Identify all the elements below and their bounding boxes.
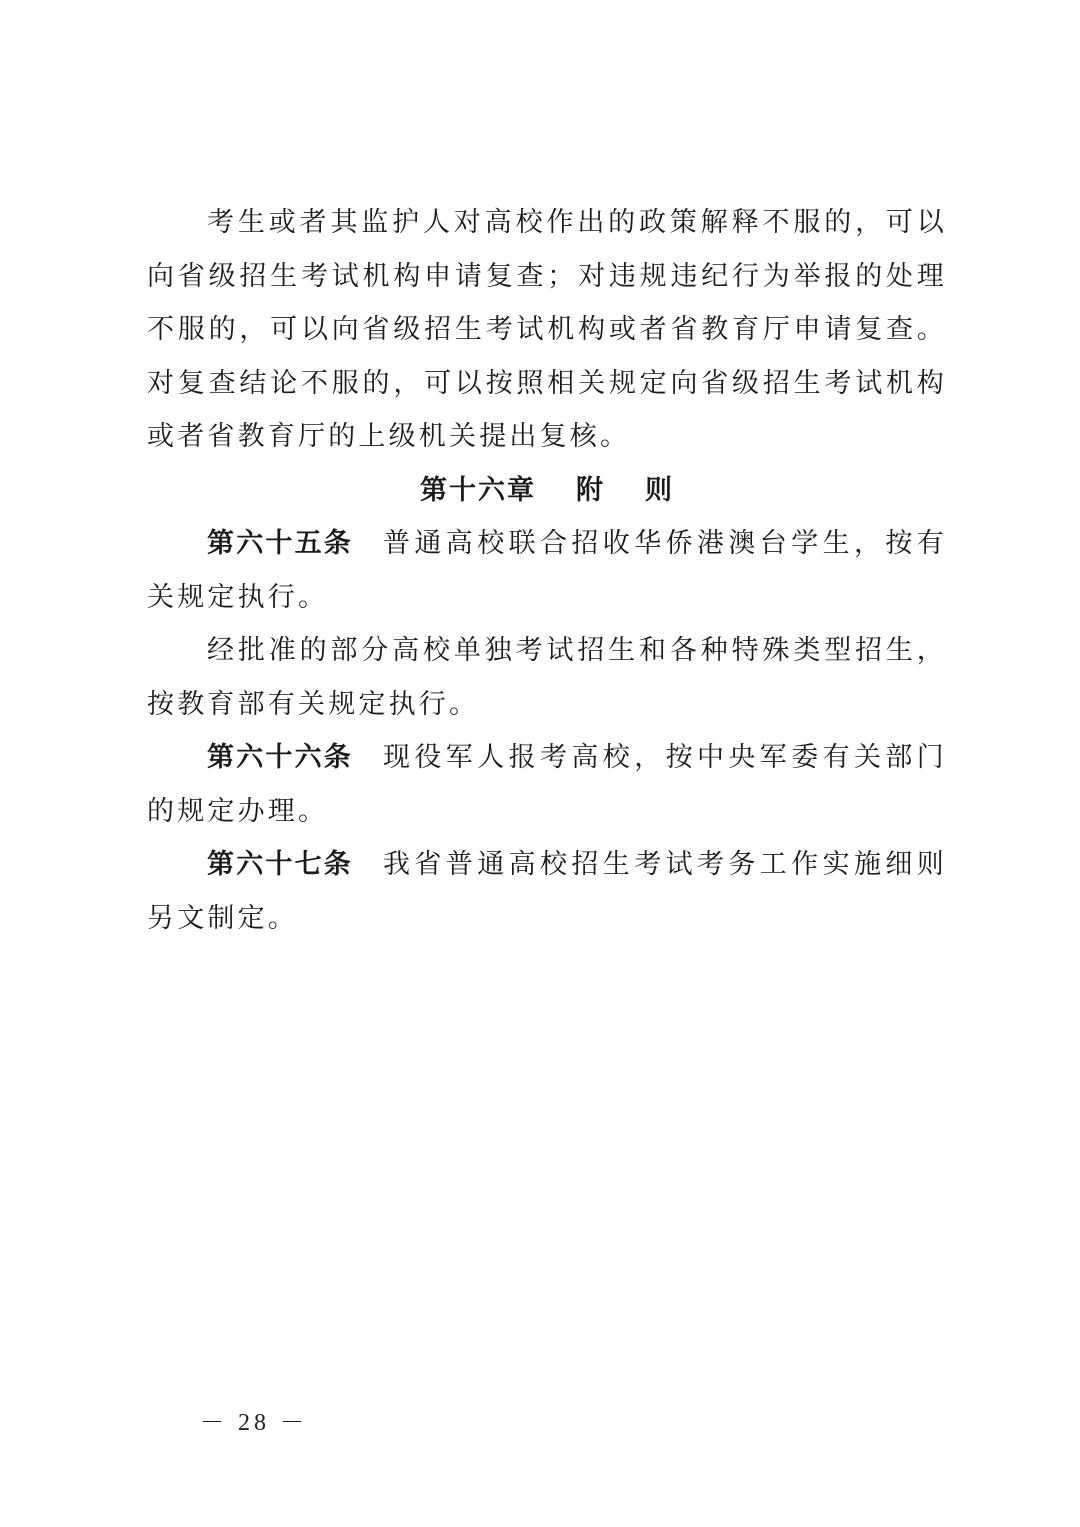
chapter-number: 第十六章: [420, 474, 536, 506]
article-65-number: 第六十五条: [207, 528, 353, 559]
article-65-paragraph-2: 经批准的部分高校单独考试招生和各种特殊类型招生，按教育部有关规定执行。: [147, 635, 947, 720]
page-body: [147, 196, 947, 945]
article-66-number: 第六十六条: [207, 742, 353, 773]
chapter-title-part1: 附: [576, 474, 605, 506]
article-67-text: 我省普通高校招生考试考务工作实施细则另文制定。: [147, 849, 947, 934]
article-66: [147, 731, 947, 838]
article-65: [147, 517, 947, 624]
article-67-number: 第六十七条: [207, 849, 353, 880]
article-67: [147, 838, 947, 945]
page-number: － 28 －: [200, 1410, 308, 1436]
article-66-text: 现役军人报考高校，按中央军委有关部门的规定办理。: [147, 742, 947, 827]
chapter-heading: [147, 464, 947, 518]
article-65-text: 普通高校联合招收华侨港澳台学生，按有关规定执行。: [147, 528, 947, 613]
chapter-title-part2: 则: [645, 474, 674, 506]
review-paragraph: 考生或者其监护人对高校作出的政策解释不服的，可以向省级招生考试机构申请复查；对违规违纪行为举报的处理不服的，可以向省级招生考试机构或者省教育厅申请复查。对复查结论不服的，可以按照相关规定向省级招生考试机构或者省教育厅的上级机关提出复核。: [147, 207, 947, 452]
